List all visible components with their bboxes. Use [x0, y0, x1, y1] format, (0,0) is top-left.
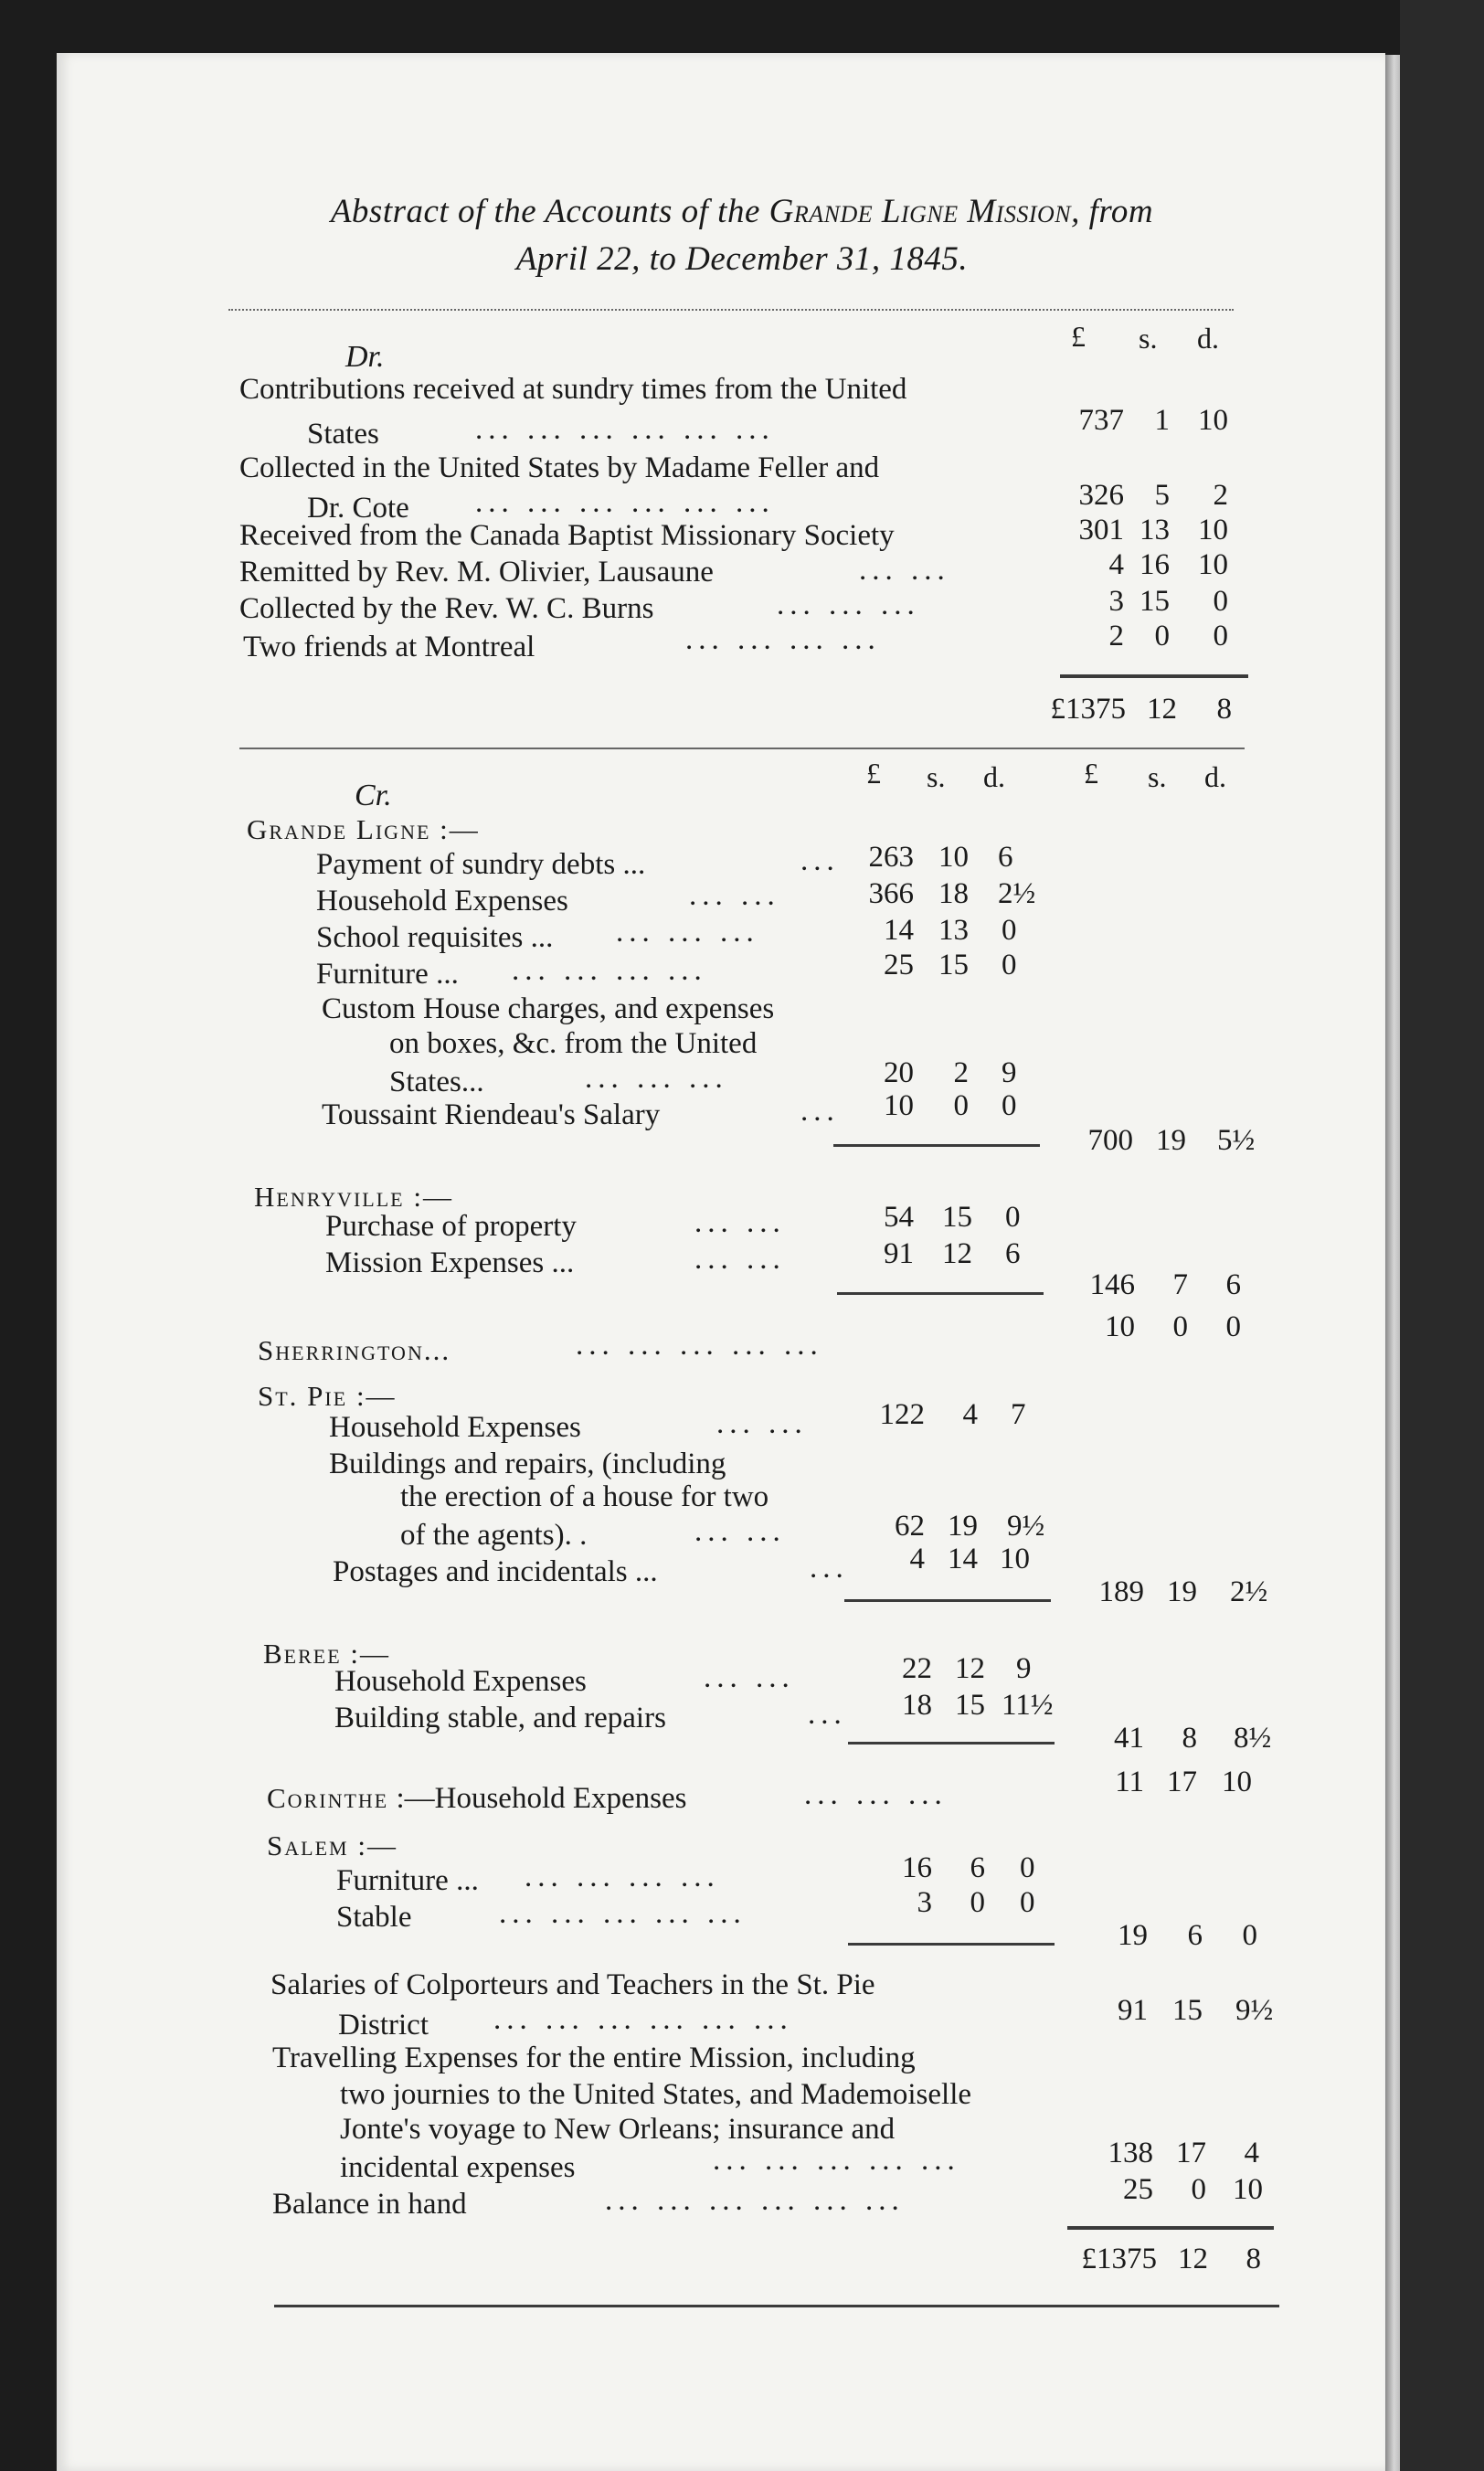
- sherrington-heading: [258, 1334, 450, 1367]
- credit-outer-shilling-header: s.: [1148, 760, 1167, 793]
- corinthe-text: :—Household Expenses: [388, 1782, 687, 1815]
- grande-ligne-item-1-pence: 6: [998, 841, 1013, 874]
- salaries-dots: ... ... ... ... ... ...: [493, 2003, 793, 2036]
- credit-inner-pence-header: d.: [983, 760, 1005, 793]
- grande-ligne-item-1-pounds: 263: [868, 841, 914, 874]
- henryville-item-2-pounds: 91: [884, 1237, 914, 1270]
- grande-ligne-item-3-dots: ... ... ...: [616, 916, 759, 949]
- debit-row-4-shillings: 16: [1140, 548, 1170, 581]
- credit-total-pence: 8: [1246, 2243, 1261, 2275]
- debit-row-2-shillings: 5: [1154, 479, 1170, 512]
- title-line-2: April 22, to December 31, 1845.: [515, 240, 969, 278]
- credit-total-rule: [1067, 2226, 1274, 2230]
- salem-subtotal-shillings: 6: [1187, 1919, 1203, 1952]
- grande-ligne-item-7-shillings: 2: [953, 1056, 969, 1089]
- beree-subtotal-rule: [848, 1742, 1055, 1745]
- credit-outer-pence-header: d.: [1204, 760, 1226, 793]
- henryville-item-2-shillings: 12: [942, 1237, 972, 1270]
- debit-total-pence: 8: [1216, 693, 1232, 726]
- beree-item-1-pounds: 22: [902, 1652, 932, 1685]
- henryville-subtotal-pence: 6: [1225, 1268, 1241, 1301]
- grande-ligne-item-4-text: Furniture ...: [316, 958, 459, 991]
- salem-item-2-dots: ... ... ... ... ...: [499, 1897, 747, 1930]
- beree-subtotal-shillings: 8: [1182, 1722, 1197, 1755]
- grande-ligne-item-4-dots: ... ... ... ...: [512, 954, 707, 987]
- st-pie-heading-suffix: :—: [347, 1380, 397, 1412]
- travelling-dots: ... ... ... ... ...: [713, 2144, 960, 2177]
- debit-row-4-dots: ... ...: [859, 554, 950, 587]
- salem-heading-suffix: :—: [348, 1829, 398, 1861]
- travelling-shillings: 17: [1176, 2137, 1206, 2169]
- st-pie-item-4-pence: 9½: [1007, 1510, 1045, 1543]
- salaries-pounds: 91: [1118, 1994, 1148, 2027]
- beree-item-1-dots: ... ...: [704, 1661, 795, 1694]
- salem-subtotal-pence: 0: [1242, 1919, 1257, 1952]
- st-pie-item-4-pounds: 62: [895, 1510, 925, 1543]
- st-pie-item-5-text: Postages and incidentals ...: [333, 1555, 658, 1588]
- st-pie-item-5-pence: 10: [1000, 1543, 1030, 1575]
- henryville-heading-suffix: :—: [404, 1181, 453, 1213]
- debit-total-shillings: 12: [1147, 693, 1177, 726]
- sherrington-subtotal-shillings: 0: [1172, 1310, 1188, 1343]
- salem-item-1-pence: 0: [1020, 1851, 1035, 1884]
- grande-ligne-subtotal-pence: 5½: [1217, 1124, 1256, 1157]
- beree-item-2-dots: ...: [808, 1698, 847, 1731]
- grande-ligne-item-2-dots: ... ...: [689, 879, 780, 912]
- grande-ligne-subtotal-shillings: 19: [1156, 1124, 1186, 1157]
- beree-item-1-pence: 9: [1016, 1652, 1032, 1685]
- st-pie-item-1-text: Household Expenses: [329, 1411, 581, 1444]
- henryville-subtotal-pounds: 146: [1089, 1268, 1135, 1301]
- beree-item-2-pounds: 18: [902, 1689, 932, 1722]
- henryville-item-1-shillings: 15: [942, 1201, 972, 1234]
- grande-ligne-item-8-shillings: 0: [953, 1089, 969, 1122]
- debit-row-6-pence: 0: [1213, 620, 1228, 652]
- grande-ligne-item-3-pounds: 14: [884, 914, 914, 947]
- salem-item-1-pounds: 16: [902, 1851, 932, 1884]
- henryville-item-1-text: Purchase of property: [325, 1210, 577, 1243]
- credit-label: Cr.: [355, 779, 392, 812]
- credit-inner-shilling-header: s.: [927, 760, 946, 793]
- credit-total-pounds: £1375: [1081, 2243, 1157, 2275]
- st-pie-item-1-pence: 7: [1011, 1398, 1026, 1431]
- debit-shilling-header: s.: [1139, 322, 1158, 355]
- grande-ligne-item-3-text: School requisites ...: [316, 921, 554, 954]
- grande-ligne-item-3-shillings: 13: [938, 914, 969, 947]
- st-pie-heading-name: St. Pie: [258, 1380, 348, 1412]
- sherrington-subtotal-pounds: 10: [1105, 1310, 1135, 1343]
- grande-ligne-item-2-text: Household Expenses: [316, 885, 568, 917]
- grande-ligne-item-4-shillings: 15: [938, 949, 969, 981]
- henryville-subtotal-rule: [837, 1292, 1044, 1295]
- debit-row-3-pounds: 301: [1078, 514, 1124, 546]
- grande-ligne-item-4-pounds: 25: [884, 949, 914, 981]
- travelling-line-2: two journies to the United States, and Mademoiselle: [340, 2078, 972, 2111]
- henryville-item-1-dots: ... ...: [694, 1206, 786, 1239]
- sherrington-heading-name: Sherrington...: [258, 1334, 451, 1366]
- grande-ligne-item-2-pounds: 366: [868, 877, 914, 910]
- debit-row-2-line-1: Collected in the United States by Madame Feller and: [239, 451, 880, 484]
- travelling-pence: 4: [1244, 2137, 1259, 2169]
- debit-total-pounds: £1375: [1050, 693, 1126, 726]
- debit-label: Dr.: [345, 340, 385, 374]
- travelling-line-3: Jonte's voyage to New Orleans; insurance and: [340, 2113, 896, 2146]
- title-mission-name: Grande Ligne Mission: [768, 193, 1072, 230]
- grande-ligne-subtotal-rule: [833, 1144, 1040, 1147]
- salem-item-2-text: Stable: [336, 1901, 412, 1934]
- debit-row-5-text: Collected by the Rev. W. C. Burns: [239, 592, 654, 625]
- grande-ligne-item-8-pence: 0: [1002, 1089, 1017, 1122]
- debit-pence-header: d.: [1197, 322, 1219, 355]
- closing-rule: [274, 2305, 1279, 2307]
- debit-row-1-line-2: States: [307, 418, 379, 451]
- debit-row-4-pence: 10: [1198, 548, 1228, 581]
- sherrington-subtotal-pence: 0: [1225, 1310, 1241, 1343]
- salaries-pence: 9½: [1235, 1994, 1274, 2027]
- salem-item-2-shillings: 0: [970, 1886, 985, 1919]
- debit-row-3-shillings: 13: [1140, 514, 1170, 546]
- grande-ligne-item-1-text: Payment of sundry debts ...: [316, 848, 646, 881]
- grande-ligne-heading-suffix: :—: [430, 813, 480, 845]
- grande-ligne-item-7-pence: 9: [1002, 1056, 1017, 1089]
- st-pie-subtotal-pence: 2½: [1230, 1575, 1268, 1608]
- debit-row-5-pence: 0: [1213, 585, 1228, 618]
- header-divider: [228, 309, 1234, 311]
- credit-outer-pound-header: £: [1084, 757, 1098, 790]
- salem-item-2-pounds: 3: [917, 1886, 932, 1919]
- st-pie-item-4-shillings: 19: [948, 1510, 978, 1543]
- st-pie-subtotal-pounds: 189: [1098, 1575, 1144, 1608]
- debit-row-3-text: Received from the Canada Baptist Missionary Society: [239, 519, 895, 552]
- title-suffix: , from: [1071, 193, 1154, 230]
- grande-ligne-heading: [247, 813, 480, 846]
- corinthe-subtotal-pounds: 11: [1115, 1766, 1144, 1798]
- henryville-item-1-pounds: 54: [884, 1201, 914, 1234]
- balance-shillings: 0: [1191, 2173, 1206, 2206]
- balance-pence: 10: [1233, 2173, 1263, 2206]
- debit-row-6-pounds: 2: [1108, 620, 1124, 652]
- beree-heading-name: Beree: [263, 1638, 342, 1670]
- title-line-1: [0, 192, 1484, 231]
- st-pie-item-4-dots: ... ...: [694, 1515, 786, 1548]
- debit-row-1-dots: ... ... ... ... ... ...: [475, 413, 775, 446]
- grande-ligne-item-5-text: Custom House charges, and expenses: [322, 992, 775, 1025]
- st-pie-item-5-pounds: 4: [909, 1543, 925, 1575]
- beree-heading-suffix: :—: [341, 1638, 391, 1670]
- beree-item-2-shillings: 15: [955, 1689, 985, 1722]
- st-pie-heading: [258, 1380, 397, 1413]
- salem-item-1-text: Furniture ...: [336, 1864, 479, 1897]
- henryville-item-2-pence: 6: [1005, 1237, 1021, 1270]
- salem-heading-name: Salem: [267, 1829, 349, 1861]
- beree-subtotal-pounds: 41: [1114, 1722, 1144, 1755]
- salem-subtotal-rule: [848, 1943, 1055, 1946]
- grande-ligne-item-1-dots: ...: [800, 844, 840, 877]
- debit-row-4-text: Remitted by Rev. M. Olivier, Lausaune: [239, 556, 714, 589]
- grande-ligne-heading-name: Grande Ligne: [247, 813, 431, 845]
- travelling-line-1: Travelling Expenses for the entire Mission, including: [272, 2041, 916, 2074]
- credit-inner-pound-header: £: [866, 757, 881, 790]
- salem-heading: [267, 1829, 398, 1862]
- grande-ligne-item-3-pence: 0: [1002, 914, 1017, 947]
- debit-row-5-pounds: 3: [1108, 585, 1124, 618]
- debit-row-1-pence: 10: [1198, 404, 1228, 437]
- debit-total-rule: [1060, 674, 1248, 678]
- debit-row-1-pounds: 737: [1078, 404, 1124, 437]
- salem-item-1-dots: ... ... ... ...: [525, 1861, 720, 1893]
- grande-ligne-item-4-pence: 0: [1002, 949, 1017, 981]
- henryville-subtotal-shillings: 7: [1172, 1268, 1188, 1301]
- travelling-line-4: incidental expenses: [340, 2151, 576, 2184]
- page-edge: [1385, 55, 1400, 2471]
- balance-pounds: 25: [1123, 2173, 1153, 2206]
- sherrington-dots: ... ... ... ... ...: [576, 1329, 823, 1362]
- corinthe-dots: ... ... ...: [804, 1778, 948, 1811]
- balance-text: Balance in hand: [272, 2188, 467, 2221]
- st-pie-item-3-text: the erection of a house for two: [400, 1480, 769, 1513]
- salaries-line-1: Salaries of Colporteurs and Teachers in the St. Pie: [270, 1968, 875, 2001]
- grande-ligne-item-7-dots: ... ... ...: [585, 1062, 728, 1095]
- debit-row-2-dots: ... ... ... ... ... ...: [475, 486, 775, 519]
- corinthe-row: [267, 1782, 687, 1816]
- henryville-item-2-dots: ... ...: [694, 1243, 786, 1276]
- st-pie-item-1-dots: ... ...: [716, 1407, 808, 1440]
- debit-row-3-pence: 10: [1198, 514, 1228, 546]
- credit-total-shillings: 12: [1178, 2243, 1208, 2275]
- balance-dots: ... ... ... ... ... ...: [605, 2184, 905, 2217]
- salaries-shillings: 15: [1172, 1994, 1203, 2027]
- debit-row-1-shillings: 1: [1154, 404, 1170, 437]
- scan-background: [1400, 0, 1484, 2471]
- debit-row-6-text: Two friends at Montreal: [243, 631, 535, 663]
- grande-ligne-item-8-text: Toussaint Riendeau's Salary: [322, 1098, 661, 1131]
- beree-subtotal-pence: 8½: [1234, 1722, 1272, 1755]
- debit-row-6-shillings: 0: [1154, 620, 1170, 652]
- salem-item-2-pence: 0: [1020, 1886, 1035, 1919]
- corinthe-subtotal-pence: 10: [1222, 1766, 1252, 1798]
- grande-ligne-item-7-text: States...: [389, 1066, 484, 1098]
- st-pie-subtotal-rule: [844, 1599, 1051, 1602]
- henryville-item-1-pence: 0: [1005, 1201, 1021, 1234]
- debit-row-2-pence: 2: [1213, 479, 1228, 512]
- grande-ligne-item-8-pounds: 10: [884, 1089, 914, 1122]
- grande-ligne-subtotal-pounds: 700: [1087, 1124, 1133, 1157]
- st-pie-item-1-shillings: 4: [962, 1398, 978, 1431]
- henryville-heading: [254, 1181, 453, 1214]
- beree-item-2-text: Building stable, and repairs: [334, 1702, 666, 1734]
- debit-pound-header: £: [1071, 320, 1086, 353]
- salem-subtotal-pounds: 19: [1118, 1919, 1148, 1952]
- grande-ligne-item-8-dots: ...: [800, 1095, 840, 1128]
- debit-credit-divider: [239, 748, 1245, 749]
- st-pie-item-5-shillings: 14: [948, 1543, 978, 1575]
- debit-row-2-pounds: 326: [1078, 479, 1124, 512]
- st-pie-item-1-pounds: 122: [879, 1398, 925, 1431]
- henryville-heading-name: Henryville: [254, 1181, 405, 1213]
- henryville-item-2-text: Mission Expenses ...: [325, 1246, 575, 1279]
- debit-row-4-pounds: 4: [1108, 548, 1124, 581]
- title-prefix: Abstract of the Accounts of the: [330, 193, 760, 230]
- corinthe-subtotal-shillings: 17: [1167, 1766, 1197, 1798]
- st-pie-item-4-text: of the agents). .: [400, 1519, 588, 1552]
- beree-item-1-shillings: 12: [955, 1652, 985, 1685]
- grande-ligne-item-7-pounds: 20: [884, 1056, 914, 1089]
- travelling-pounds: 138: [1108, 2137, 1153, 2169]
- salaries-line-2: District: [338, 2009, 429, 2041]
- grande-ligne-item-2-shillings: 18: [938, 877, 969, 910]
- debit-row-6-dots: ... ... ... ...: [685, 623, 881, 656]
- debit-row-5-shillings: 15: [1140, 585, 1170, 618]
- st-pie-item-5-dots: ...: [810, 1552, 849, 1585]
- beree-item-1-text: Household Expenses: [334, 1665, 587, 1698]
- grande-ligne-item-1-shillings: 10: [938, 841, 969, 874]
- corinthe-heading-name: Corinthe: [267, 1782, 389, 1814]
- st-pie-subtotal-shillings: 19: [1167, 1575, 1197, 1608]
- grande-ligne-item-2-pence: 2½: [998, 877, 1036, 910]
- debit-row-1-line-1: Contributions received at sundry times from the United: [239, 373, 907, 406]
- debit-row-2-line-2: Dr. Cote: [307, 492, 409, 525]
- st-pie-item-2-text: Buildings and repairs, (including: [329, 1448, 726, 1480]
- grande-ligne-item-6-text: on boxes, &c. from the United: [389, 1027, 758, 1060]
- beree-item-2-pence: 11½: [1002, 1689, 1054, 1722]
- salem-item-1-shillings: 6: [970, 1851, 985, 1884]
- debit-row-5-dots: ... ... ...: [777, 589, 920, 621]
